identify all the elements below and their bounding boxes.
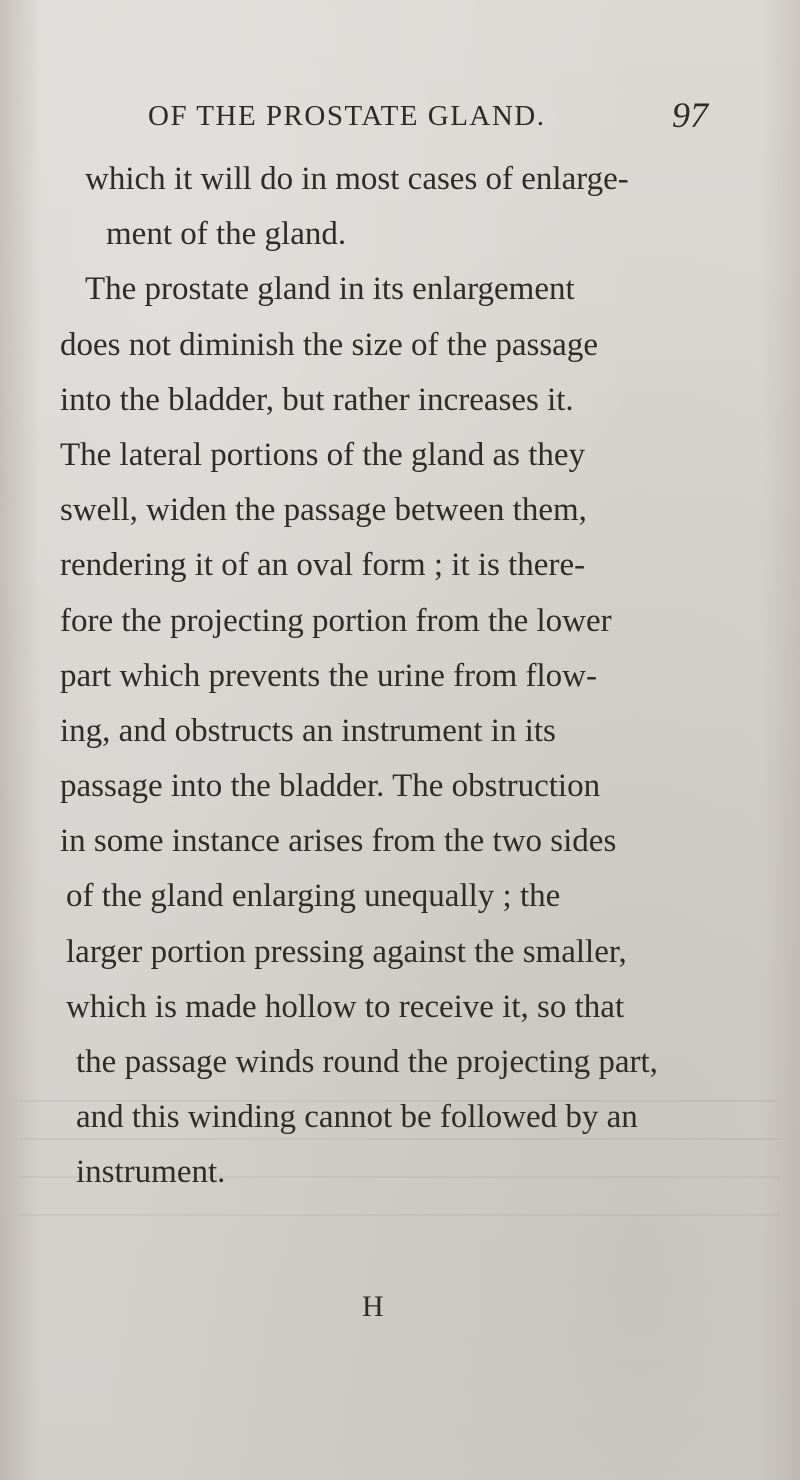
signature-mark: H xyxy=(362,1290,384,1323)
text-line: fore the projecting portion from the lower xyxy=(60,602,612,639)
running-head-title: OF THE PROSTATE GLAND. xyxy=(148,100,546,132)
page-edge-shadow xyxy=(760,0,800,1480)
text-line: of the gland enlarging unequally ; the xyxy=(66,878,561,915)
text-line: The lateral portions of the gland as they xyxy=(60,436,586,473)
text-line: ing, and obstructs an instrument in its xyxy=(60,712,556,749)
text-line: swell, widen the passage between them, xyxy=(60,492,587,529)
text-line: rendering it of an oval form ; it is there- xyxy=(60,547,586,584)
text-line: does not diminish the size of the passage xyxy=(60,326,598,363)
running-head xyxy=(148,92,708,140)
page-gutter-shadow xyxy=(0,0,40,1480)
text-line: which is made hollow to receive it, so that xyxy=(66,988,625,1025)
text-line: ment of the gland. xyxy=(106,216,347,253)
text-line: The prostate gland in its enlargement xyxy=(85,271,575,308)
text-line: the passage winds round the projecting part, xyxy=(76,1044,658,1080)
text-line: passage into the bladder. The obstruction xyxy=(60,768,601,805)
text-line: into the bladder, but rather increases it. xyxy=(60,381,574,418)
text-line: instrument. xyxy=(76,1154,226,1191)
body-text xyxy=(60,152,742,1201)
text-line: part which prevents the urine from flow- xyxy=(60,657,597,694)
text-line: larger portion pressing against the smaller, xyxy=(66,933,627,970)
text-line: which it will do in most cases of enlarge- xyxy=(85,161,629,197)
text-line: and this winding cannot be followed by an xyxy=(76,1099,638,1136)
text-line: in some instance arises from the two sides xyxy=(60,823,617,860)
page-number: 97 xyxy=(672,95,708,135)
